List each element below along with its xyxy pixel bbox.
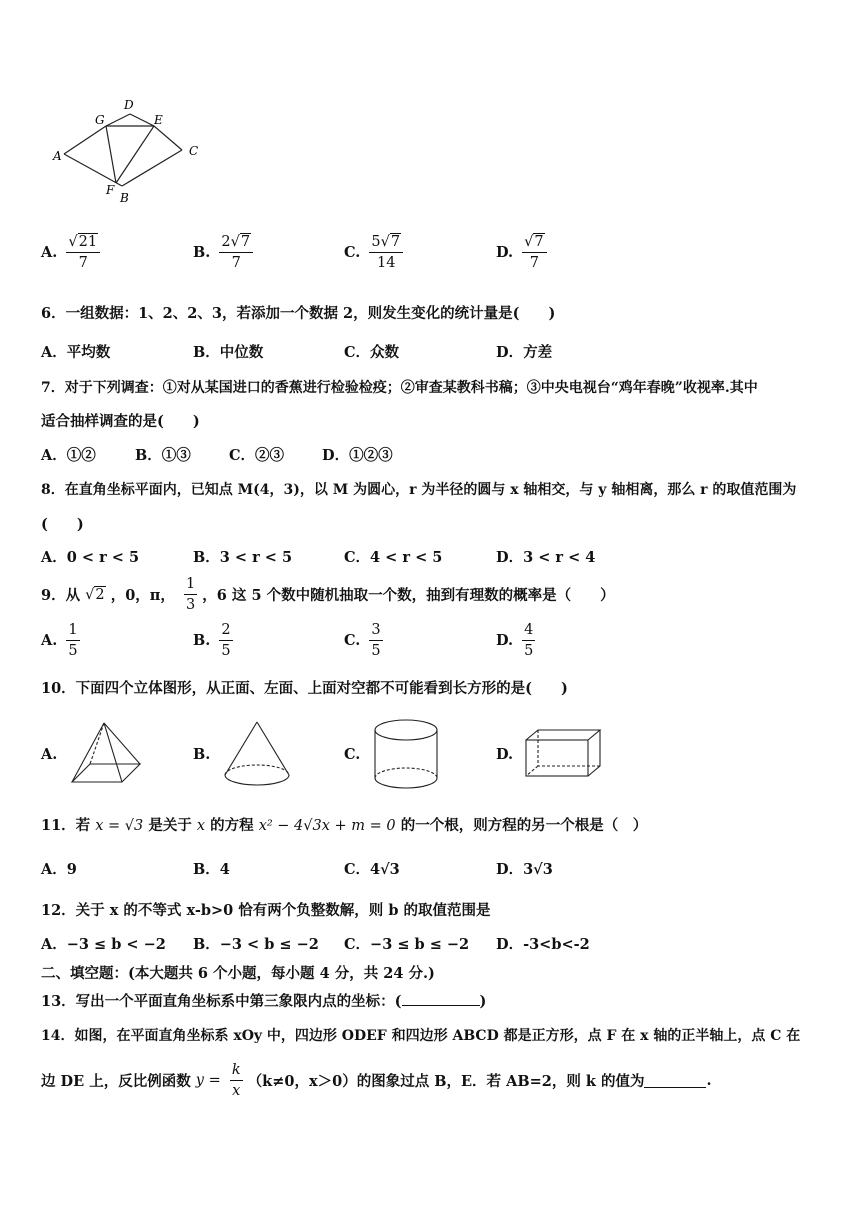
q12-option-d[interactable]: D．-3<b<-2 [496,936,590,953]
q5-option-c[interactable]: C. $\frac{5√7}{14}$ [344,232,403,273]
q6-option-b[interactable]: B．中位数 [193,344,264,361]
q11-option-c[interactable]: C．4√3 [344,861,400,878]
cone-icon [222,720,292,788]
q9-text: 9．从 √2 ，0，π， $\frac{1}{3}$ ，6 这 5 个数中随机抽取一个数，抽到有理数的概率是（ ） [41,576,615,613]
q12-text: 12．关于 x 的不等式 x-b>0 恰有两个负整数解，则 b 的取值范围是 [41,902,491,919]
label-E: E [154,113,163,127]
cuboid-icon [524,728,604,780]
label-D: D [124,98,134,112]
q9-option-c[interactable]: C. $\frac{3}{5}$ [344,622,381,659]
q7-option-b[interactable]: B．①③ [135,447,191,464]
q7-line2: 适合抽样调查的是( ) [41,413,200,430]
q6-option-c[interactable]: C．众数 [344,344,400,361]
q8-line2: ( ) [41,516,84,533]
q10-option-b[interactable]: B. [193,746,211,763]
q6-text: 6．一组数据：1、2、2、3，若添加一个数据 2，则发生变化的统计量是( ) [41,305,556,322]
q10-option-c[interactable]: C. [344,746,361,763]
q7-option-d[interactable]: D．①②③ [322,447,393,464]
q5-option-b[interactable]: B. $\frac{2√7}{7}$ [193,232,253,273]
label-G: G [95,113,105,127]
q7-line1: 7．对于下列调查：①对从某国进口的香蕉进行检验检疫；②审查某教科书稿；③中央电视台“鸡年春晚”收视率.其中 [41,380,758,396]
q5-option-d[interactable]: D. $\frac{√7}{7}$ [496,232,547,273]
q10-option-a[interactable]: A. [41,746,58,763]
label-F: F [106,183,115,197]
q14-line1: 14．如图，在平面直角坐标系 xOy 中，四边形 ODEF 和四边形 ABCD 都是正方形，点 F 在 x 轴的正半轴上，点 C 在 [41,1028,801,1044]
q8-option-a[interactable]: A．0 < r < 5 [41,549,140,566]
q12-option-a[interactable]: A．−3 ≤ b < −2 [41,936,166,953]
pyramid-icon [70,720,144,786]
q8-option-c[interactable]: C．4 < r < 5 [344,549,443,566]
q7-option-a[interactable]: A．①② [41,447,96,464]
q9-option-b[interactable]: B. $\frac{2}{5}$ [193,622,231,659]
q11-option-b[interactable]: B．4 [193,861,230,878]
label-B: B [120,191,129,205]
q13-text: 13．写出一个平面直角坐标系中第三象限内点的坐标：( ) [41,993,487,1010]
q9-option-a[interactable]: A. $\frac{1}{5}$ [41,622,78,659]
q11-option-d[interactable]: D．3√3 [496,861,553,878]
q12-option-b[interactable]: B．−3 < b ≤ −2 [193,936,319,953]
q13-answer-blank[interactable] [402,991,480,1006]
q8-option-b[interactable]: B．3 < r < 5 [193,549,293,566]
q11-option-a[interactable]: A．9 [41,861,77,878]
q9-option-d[interactable]: D. $\frac{4}{5}$ [496,622,534,659]
q10-text: 10．下面四个立体图形，从正面、左面、上面对空都不可能看到长方形的是( ) [41,680,568,697]
label-C: C [189,144,199,158]
label-A: A [53,149,62,163]
q14-answer-blank[interactable] [644,1073,706,1088]
q5-option-a[interactable]: A. $\frac{√21}{7}$ [41,232,100,273]
section-title: 二、填空题：(本大题共 6 个小题，每小题 4 分，共 24 分.) [41,965,435,982]
q12-option-c[interactable]: C．−3 ≤ b ≤ −2 [344,936,470,953]
q8-option-d[interactable]: D．3 < r < 4 [496,549,596,566]
q14-line2: 边 DE 上，反比例函数 y = $\frac{k}{x}$ （k≠0，x＞0）的图象过点 B，E．若 AB=2，则 k 的值为 . [41,1062,712,1099]
q7-option-c[interactable]: C．②③ [229,447,285,464]
q6-option-d[interactable]: D．方差 [496,344,553,361]
q8-line1: 8．在直角坐标平面内，已知点 M(4，3)，以 M 为圆心，r 为半径的圆与 x 轴相交，与 y 轴相离，那么 r 的取值范围为 [41,482,797,498]
cylinder-icon [372,718,440,790]
q10-option-d[interactable]: D. [496,746,514,763]
geometry-figure [50,94,210,209]
q11-text: 11．若 x = √3 是关于 x 的方程 x² − 4√3x + m = 0 的一个根，则方程的另一个根是（ ） [41,817,648,834]
q6-option-a[interactable]: A．平均数 [41,344,111,361]
